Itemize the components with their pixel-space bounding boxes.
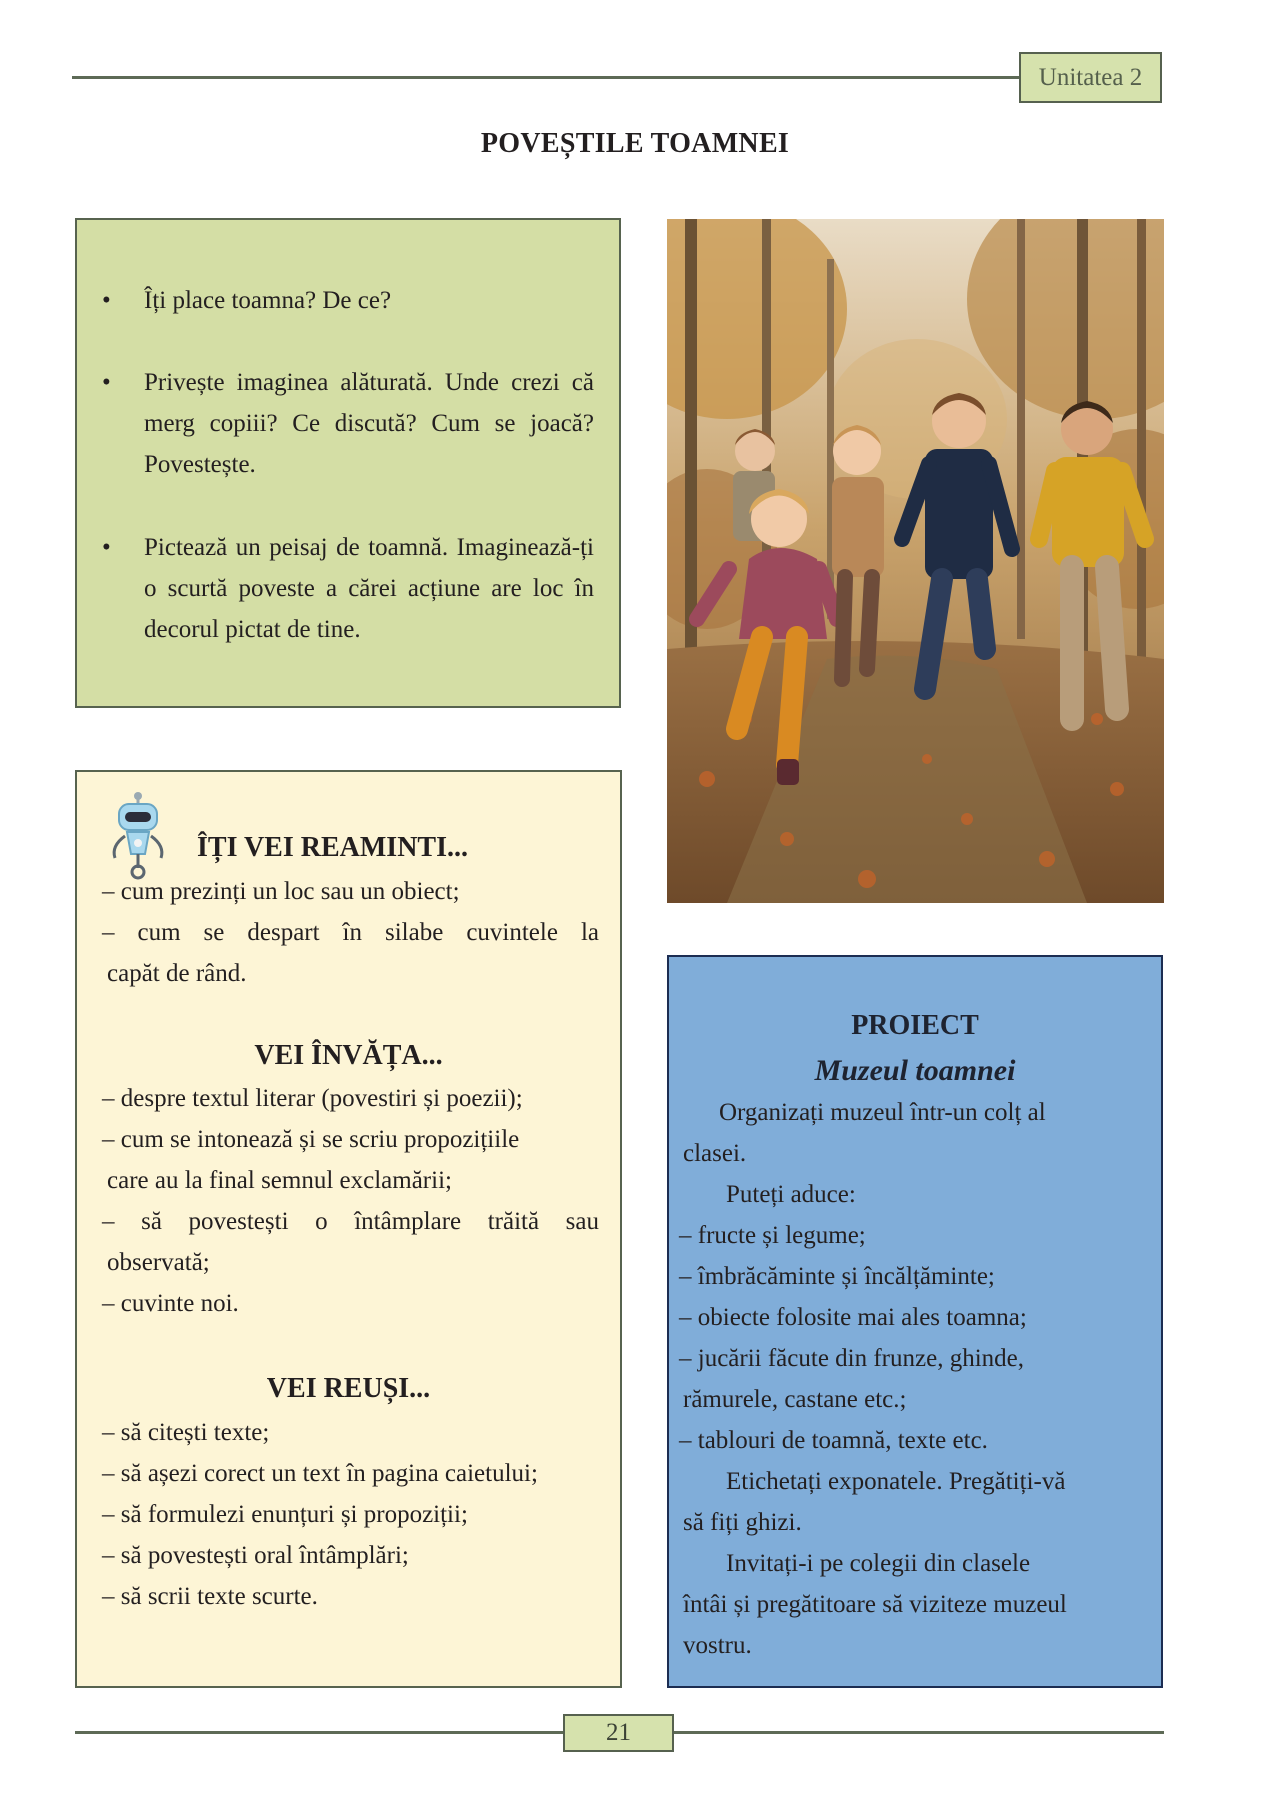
project-line: – tablouri de toamnă, texte etc. bbox=[679, 1427, 988, 1454]
project-line: – îmbrăcăminte și încălțăminte; bbox=[679, 1263, 995, 1290]
remember-line: capăt de rând. bbox=[107, 960, 247, 987]
objectives-box bbox=[75, 770, 622, 1688]
questions-box bbox=[75, 218, 621, 708]
question-item: Îți place toamna? De ce? bbox=[144, 287, 392, 314]
top-rule bbox=[72, 76, 1020, 79]
project-line: – fructe și legume; bbox=[679, 1222, 866, 1249]
heading-remember: ÎȚI VEI REAMINTI... bbox=[197, 832, 468, 863]
project-line: – jucării făcute din frunze, ghinde, bbox=[679, 1345, 1024, 1372]
project-line: Invitați-i pe colegii din clasele bbox=[726, 1550, 1031, 1577]
project-subtitle: Muzeul toamnei bbox=[814, 1054, 1016, 1087]
autumn-forest-illustration bbox=[667, 219, 1164, 903]
bullet: • bbox=[102, 534, 111, 561]
remember-line: – cum prezinți un loc sau un obiect; bbox=[102, 878, 460, 905]
project-box bbox=[667, 955, 1163, 1688]
bullet: • bbox=[102, 287, 111, 314]
project-line: Etichetați exponatele. Pregătiți-vă bbox=[726, 1468, 1066, 1495]
succeed-line: – să formulezi enunțuri și propoziții; bbox=[102, 1501, 468, 1528]
succeed-line: – să povestești oral întâmplări; bbox=[102, 1542, 409, 1569]
question-item: Pictează un peisaj de toamnă. Imaginează-ți o scurtă poveste a cărei acțiune are loc în decorul pictat de tine. bbox=[144, 534, 594, 643]
project-line: clasei. bbox=[683, 1140, 747, 1167]
learn-line: care au la final semnul exclamării; bbox=[107, 1167, 452, 1194]
project-line: Puteți aduce: bbox=[726, 1181, 856, 1208]
succeed-line: – să așezi corect un text în pagina caietului; bbox=[102, 1460, 538, 1487]
footer-rule-right bbox=[672, 1731, 1164, 1734]
unit-label: Unitatea 2 bbox=[1019, 52, 1162, 103]
footer-rule-left bbox=[75, 1731, 565, 1734]
autumn-children-photo bbox=[667, 219, 1164, 903]
page-number: 21 bbox=[563, 1714, 674, 1752]
project-line: întâi și pregătitoare să viziteze muzeul bbox=[683, 1591, 1067, 1618]
project-line: vostru. bbox=[683, 1632, 752, 1659]
page-title: POVEȘTILE TOAMNEI bbox=[480, 128, 790, 159]
learn-line: – cuvinte noi. bbox=[102, 1290, 239, 1317]
project-heading: PROIECT bbox=[851, 1010, 979, 1041]
learn-line: – să povestești o întâmplare trăită sau bbox=[102, 1208, 599, 1235]
project-line: – obiecte folosite mai ales toamna; bbox=[679, 1304, 1027, 1331]
bullet: • bbox=[102, 369, 111, 396]
learn-line: observată; bbox=[107, 1249, 210, 1276]
project-line: Organizați muzeul într-un colț al bbox=[719, 1099, 1046, 1126]
remember-line: – cum se despart în silabe cuvintele la bbox=[102, 919, 599, 946]
succeed-line: – să scrii texte scurte. bbox=[102, 1583, 318, 1610]
project-line: să fiți ghizi. bbox=[683, 1509, 802, 1536]
learn-line: – cum se intonează și se scriu propozițiile bbox=[102, 1126, 520, 1153]
learn-line: – despre textul literar (povestiri și poezii); bbox=[102, 1085, 523, 1112]
project-line: rămurele, castane etc.; bbox=[683, 1386, 907, 1413]
heading-succeed: VEI REUȘI... bbox=[266, 1373, 431, 1404]
robot-icon bbox=[107, 792, 169, 882]
heading-learn: VEI ÎNVĂȚA... bbox=[254, 1040, 443, 1071]
question-item: Privește imaginea alăturată. Unde crezi că merg copiii? Ce discută? Cum se joacă? Povestește. bbox=[144, 369, 594, 478]
succeed-line: – să citești texte; bbox=[102, 1419, 270, 1446]
